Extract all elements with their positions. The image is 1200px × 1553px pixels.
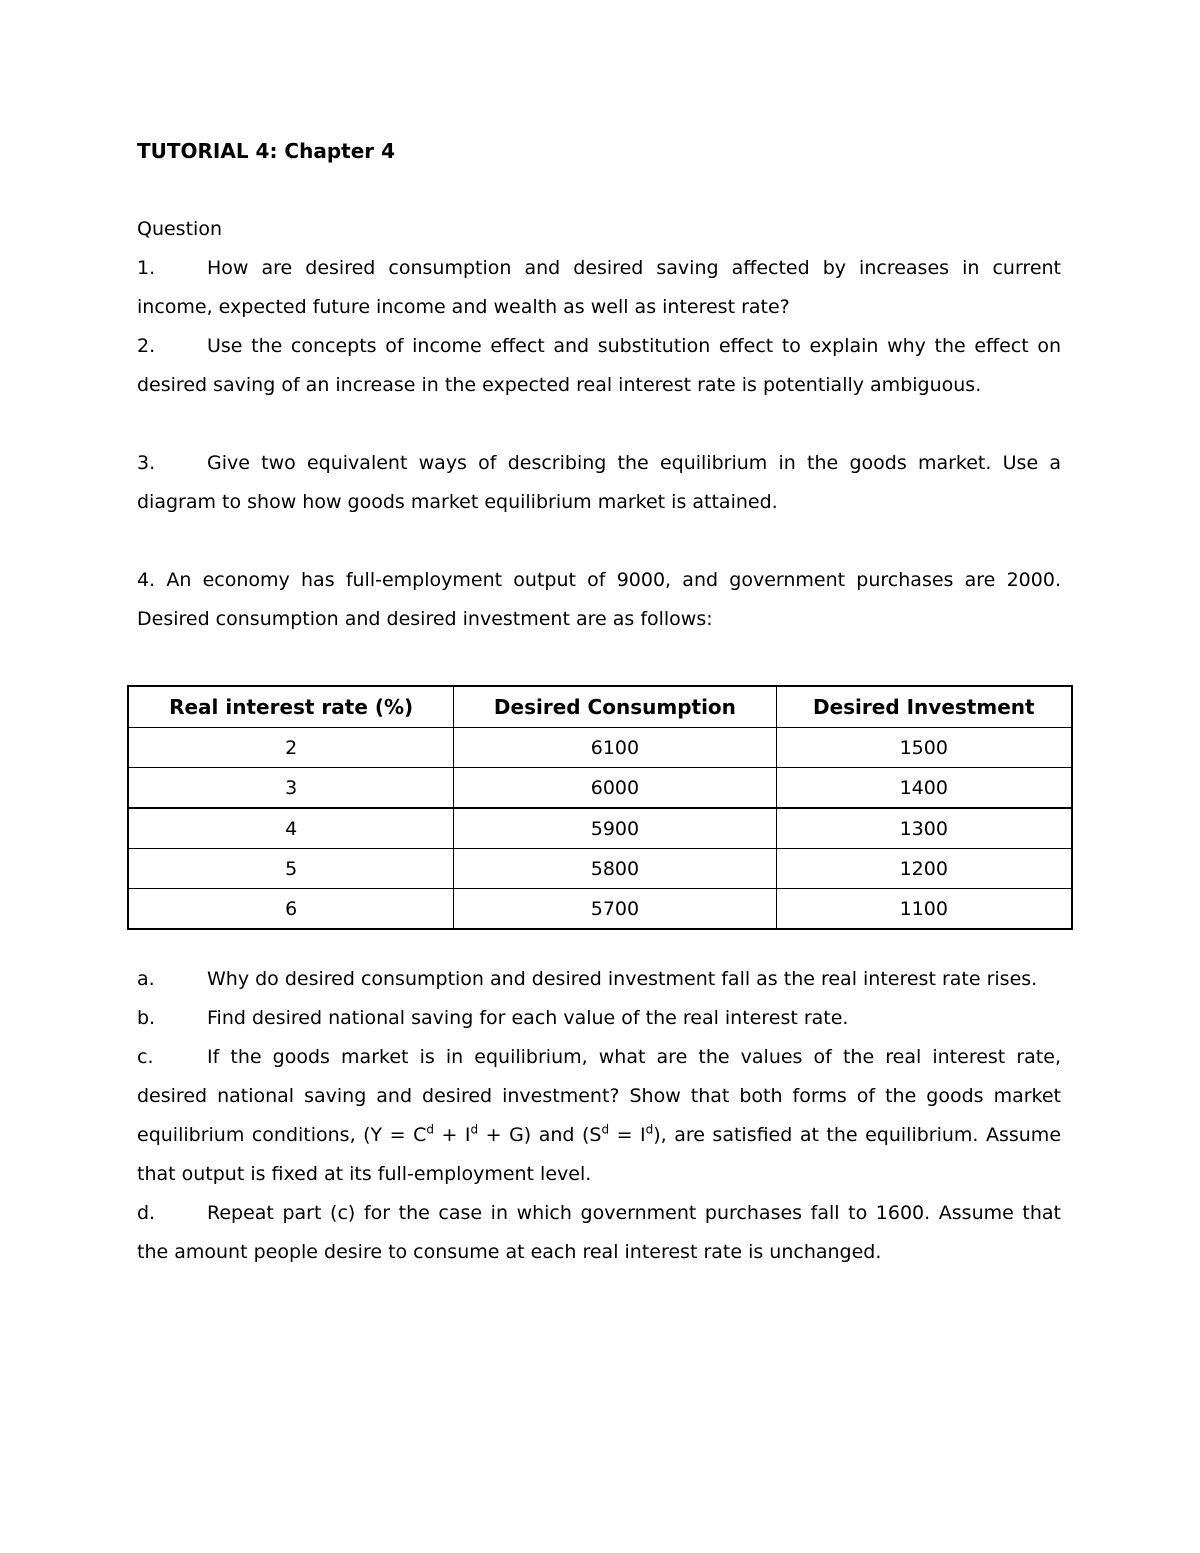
superscript: d	[426, 1122, 434, 1137]
subparts	[137, 960, 1061, 1272]
table-cell: 5	[128, 849, 454, 889]
question-text: Give two equivalent ways of describing the equilibrium in the goods market. Use a diagram to show how goods market equilibrium market is attained.	[137, 452, 1061, 513]
question-3	[137, 444, 1061, 522]
data-table	[127, 685, 1073, 930]
subpart-text: If the goods market is in equilibrium, what are the values of the real interest rate, desired national saving and desired investment? Show that both forms of the goods market equilibrium conditions, (Y = C	[137, 1046, 1061, 1146]
subpart-label: b.	[137, 1007, 156, 1029]
table-cell: 5700	[454, 889, 776, 930]
table-cell: 1100	[776, 889, 1072, 930]
column-header-interest-rate: Real interest rate (%)	[128, 686, 454, 728]
question-4	[137, 561, 1061, 639]
table-cell: 6100	[454, 728, 776, 768]
page-title: TUTORIAL 4: Chapter 4	[137, 139, 396, 163]
column-header-consumption: Desired Consumption	[454, 686, 776, 728]
document-body	[137, 132, 1061, 639]
table-row	[128, 808, 1072, 849]
subpart-text: Why do desired consumption and desired investment fall as the real interest rate rises.	[207, 968, 1038, 990]
table-row	[128, 889, 1072, 930]
question-number: 3.	[137, 452, 156, 474]
table-row	[128, 728, 1072, 768]
table-row	[128, 768, 1072, 809]
question-number: 4.	[137, 569, 156, 591]
subpart-text: ), are satisfied at the equilibrium. Assume that output is fixed at its full-employment level.	[137, 1124, 1062, 1185]
table-cell: 1400	[776, 768, 1072, 809]
subpart-b	[137, 999, 1061, 1038]
table-cell: 5900	[454, 808, 776, 849]
superscript: d	[601, 1122, 610, 1137]
subpart-c	[137, 1038, 1061, 1194]
question-1	[137, 249, 1061, 327]
subpart-text: Find desired national saving for each value of the real interest rate.	[207, 1007, 849, 1029]
subpart-d	[137, 1194, 1061, 1272]
subpart-a	[137, 960, 1061, 999]
table-cell: 5800	[454, 849, 776, 889]
question-2	[137, 327, 1061, 405]
column-header-investment: Desired Investment	[776, 686, 1072, 728]
subpart-label: c.	[137, 1046, 154, 1068]
table-row	[128, 849, 1072, 889]
spacer	[137, 522, 1061, 561]
question-number: 1.	[137, 257, 156, 279]
table-cell: 2	[128, 728, 454, 768]
superscript: d	[645, 1122, 654, 1137]
subpart-label: d.	[137, 1202, 156, 1224]
table-header-row	[128, 686, 1072, 728]
table-cell: 6	[128, 889, 454, 930]
superscript: d	[470, 1122, 479, 1137]
question-text: An economy has full-employment output of 9000, and government purchases are 2000. Desired consumption and desired investment are as follows:	[137, 569, 1061, 630]
subpart-text: + I	[433, 1124, 471, 1146]
question-number: 2.	[137, 335, 156, 357]
table-cell: 1300	[776, 808, 1072, 849]
question-heading: Question	[137, 218, 222, 240]
question-text: Use the concepts of income effect and substitution effect to explain why the effect on desired saving of an increase in the expected real interest rate is potentially ambiguous.	[137, 335, 1061, 396]
subpart-label: a.	[137, 968, 155, 990]
spacer	[137, 405, 1061, 444]
table-cell: 6000	[454, 768, 776, 809]
table-cell: 3	[128, 768, 454, 809]
table-cell: 1500	[776, 728, 1072, 768]
table-cell: 4	[128, 808, 454, 849]
subpart-text: + G) and (S	[478, 1124, 602, 1146]
question-text: How are desired consumption and desired saving affected by increases in current income, expected future income and wealth as well as interest rate?	[137, 257, 1061, 318]
subpart-text: = I	[609, 1124, 646, 1146]
subpart-text: Repeat part (c) for the case in which government purchases fall to 1600. Assume that the amount people desire to consume at each real interest rate is unchanged.	[137, 1202, 1061, 1263]
table-cell: 1200	[776, 849, 1072, 889]
